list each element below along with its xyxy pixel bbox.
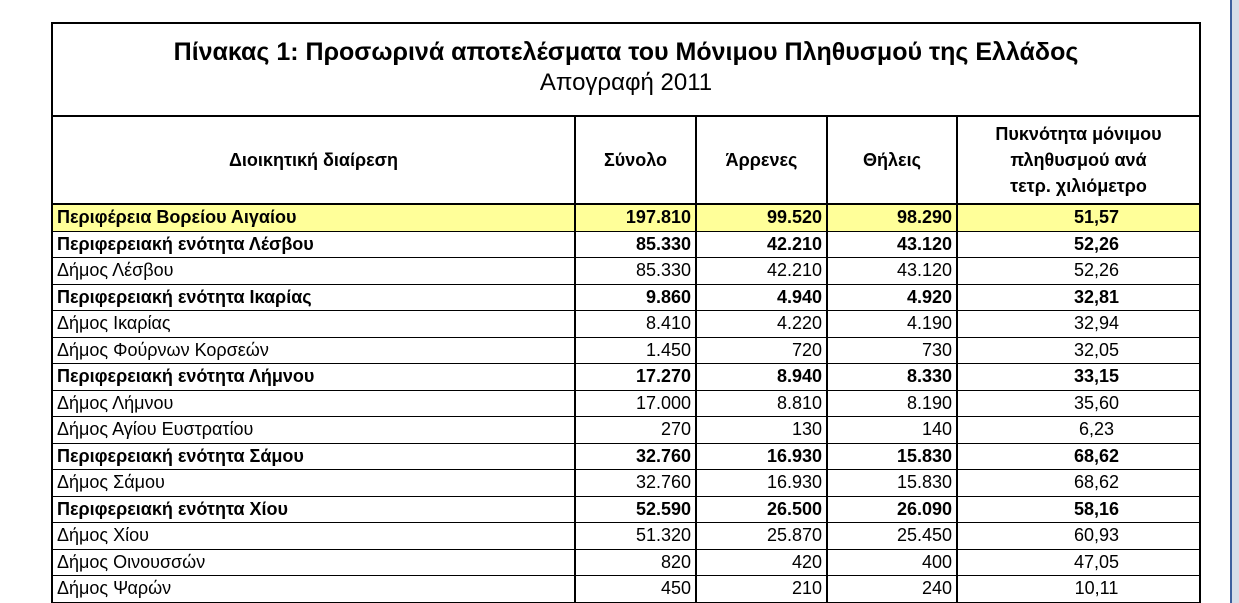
cell-division[interactable]: Περιφερειακή ενότητα Λέσβου bbox=[53, 231, 575, 258]
window-frame-shadow bbox=[1232, 0, 1239, 603]
header-density-line-3: τετρ. χιλιόμετρο bbox=[1010, 176, 1147, 196]
table-row bbox=[53, 311, 1199, 338]
table-row bbox=[53, 390, 1199, 417]
cell-males[interactable]: 720 bbox=[696, 337, 827, 364]
cell-density[interactable]: 32,94 bbox=[957, 311, 1199, 338]
cell-density[interactable]: 6,23 bbox=[957, 417, 1199, 444]
cell-density[interactable]: 32,05 bbox=[957, 337, 1199, 364]
cell-division[interactable]: Δήμος Λήμνου bbox=[53, 390, 575, 417]
cell-density[interactable]: 10,11 bbox=[957, 576, 1199, 603]
cell-division[interactable]: Δήμος Ικαρίας bbox=[53, 311, 575, 338]
cell-total[interactable]: 197.810 bbox=[575, 204, 696, 231]
cell-females[interactable]: 43.120 bbox=[827, 231, 957, 258]
cell-females[interactable]: 4.190 bbox=[827, 311, 957, 338]
cell-density[interactable]: 35,60 bbox=[957, 390, 1199, 417]
cell-total[interactable]: 85.330 bbox=[575, 231, 696, 258]
cell-females[interactable]: 43.120 bbox=[827, 258, 957, 285]
header-density[interactable] bbox=[957, 117, 1199, 204]
cell-total[interactable]: 270 bbox=[575, 417, 696, 444]
cell-division[interactable]: Δήμος Ψαρών bbox=[53, 576, 575, 603]
table-row bbox=[53, 576, 1199, 603]
cell-males[interactable]: 210 bbox=[696, 576, 827, 603]
table-row bbox=[53, 337, 1199, 364]
cell-density[interactable]: 60,93 bbox=[957, 523, 1199, 550]
cell-total[interactable]: 17.000 bbox=[575, 390, 696, 417]
cell-females[interactable]: 140 bbox=[827, 417, 957, 444]
table-row bbox=[53, 496, 1199, 523]
cell-total[interactable]: 8.410 bbox=[575, 311, 696, 338]
cell-division[interactable]: Περιφερειακή ενότητα Λήμνου bbox=[53, 364, 575, 391]
page-subtitle: Απογραφή 2011 bbox=[539, 69, 713, 96]
cell-males[interactable]: 42.210 bbox=[696, 258, 827, 285]
header-division[interactable]: Διοικητική διαίρεση bbox=[53, 117, 575, 204]
cell-females[interactable]: 4.920 bbox=[827, 284, 957, 311]
cell-division[interactable]: Περιφερειακή ενότητα Σάμου bbox=[53, 443, 575, 470]
cell-density[interactable]: 51,57 bbox=[957, 204, 1199, 231]
cell-total[interactable]: 17.270 bbox=[575, 364, 696, 391]
cell-density[interactable]: 52,26 bbox=[957, 231, 1199, 258]
cell-density[interactable]: 68,62 bbox=[957, 470, 1199, 497]
table-row bbox=[53, 204, 1199, 231]
cell-division[interactable]: Δήμος Χίου bbox=[53, 523, 575, 550]
cell-total[interactable]: 9.860 bbox=[575, 284, 696, 311]
cell-division[interactable]: Δήμος Σάμου bbox=[53, 470, 575, 497]
cell-density[interactable]: 52,26 bbox=[957, 258, 1199, 285]
table-row bbox=[53, 284, 1199, 311]
population-sheet bbox=[51, 22, 1201, 603]
cell-density[interactable]: 32,81 bbox=[957, 284, 1199, 311]
table-header-row bbox=[53, 117, 1199, 204]
cell-males[interactable]: 16.930 bbox=[696, 443, 827, 470]
table-row bbox=[53, 523, 1199, 550]
cell-females[interactable]: 15.830 bbox=[827, 470, 957, 497]
cell-division[interactable]: Δήμος Φούρνων Κορσεών bbox=[53, 337, 575, 364]
table-row bbox=[53, 549, 1199, 576]
table-row bbox=[53, 470, 1199, 497]
header-females[interactable]: Θήλεις bbox=[827, 117, 957, 204]
cell-density[interactable]: 33,15 bbox=[957, 364, 1199, 391]
cell-males[interactable]: 8.810 bbox=[696, 390, 827, 417]
cell-division[interactable]: Περιφερειακή ενότητα Χίου bbox=[53, 496, 575, 523]
cell-density[interactable]: 58,16 bbox=[957, 496, 1199, 523]
cell-division[interactable]: Δήμος Αγίου Ευστρατίου bbox=[53, 417, 575, 444]
cell-total[interactable]: 820 bbox=[575, 549, 696, 576]
cell-males[interactable]: 42.210 bbox=[696, 231, 827, 258]
cell-males[interactable]: 25.870 bbox=[696, 523, 827, 550]
cell-males[interactable]: 420 bbox=[696, 549, 827, 576]
table-row bbox=[53, 364, 1199, 391]
header-males[interactable]: Άρρενες bbox=[696, 117, 827, 204]
table-row bbox=[53, 231, 1199, 258]
cell-females[interactable]: 8.330 bbox=[827, 364, 957, 391]
title-box bbox=[53, 24, 1199, 117]
cell-males[interactable]: 99.520 bbox=[696, 204, 827, 231]
cell-females[interactable]: 15.830 bbox=[827, 443, 957, 470]
cell-division[interactable]: Δήμος Οινουσσών bbox=[53, 549, 575, 576]
cell-females[interactable]: 240 bbox=[827, 576, 957, 603]
table-row bbox=[53, 417, 1199, 444]
table-row bbox=[53, 258, 1199, 285]
header-density-line-2: πληθυσμού ανά bbox=[1010, 150, 1147, 170]
cell-total[interactable]: 32.760 bbox=[575, 443, 696, 470]
cell-males[interactable]: 4.220 bbox=[696, 311, 827, 338]
cell-females[interactable]: 26.090 bbox=[827, 496, 957, 523]
cell-males[interactable]: 130 bbox=[696, 417, 827, 444]
cell-females[interactable]: 8.190 bbox=[827, 390, 957, 417]
cell-division[interactable]: Περιφερειακή ενότητα Ικαρίας bbox=[53, 284, 575, 311]
header-total[interactable]: Σύνολο bbox=[575, 117, 696, 204]
cell-males[interactable]: 26.500 bbox=[696, 496, 827, 523]
cell-total[interactable]: 85.330 bbox=[575, 258, 696, 285]
cell-density[interactable]: 68,62 bbox=[957, 443, 1199, 470]
table-row bbox=[53, 443, 1199, 470]
cell-females[interactable]: 98.290 bbox=[827, 204, 957, 231]
cell-total[interactable]: 450 bbox=[575, 576, 696, 603]
header-density-line-1: Πυκνότητα μόνιμου bbox=[995, 124, 1162, 144]
cell-females[interactable]: 730 bbox=[827, 337, 957, 364]
cell-total[interactable]: 1.450 bbox=[575, 337, 696, 364]
cell-division[interactable]: Περιφέρεια Βορείου Αιγαίου bbox=[53, 204, 575, 231]
cell-males[interactable]: 8.940 bbox=[696, 364, 827, 391]
page-title: Πίνακας 1: Προσωρινά αποτελέσματα του Μόνιμου Πληθυσμού της Ελλάδος bbox=[173, 38, 1079, 66]
cell-males[interactable]: 4.940 bbox=[696, 284, 827, 311]
cell-females[interactable]: 25.450 bbox=[827, 523, 957, 550]
cell-total[interactable]: 32.760 bbox=[575, 470, 696, 497]
cell-females[interactable]: 400 bbox=[827, 549, 957, 576]
cell-males[interactable]: 16.930 bbox=[696, 470, 827, 497]
cell-total[interactable]: 51.320 bbox=[575, 523, 696, 550]
population-table bbox=[53, 117, 1199, 603]
cell-division[interactable]: Δήμος Λέσβου bbox=[53, 258, 575, 285]
cell-total[interactable]: 52.590 bbox=[575, 496, 696, 523]
cell-density[interactable]: 47,05 bbox=[957, 549, 1199, 576]
